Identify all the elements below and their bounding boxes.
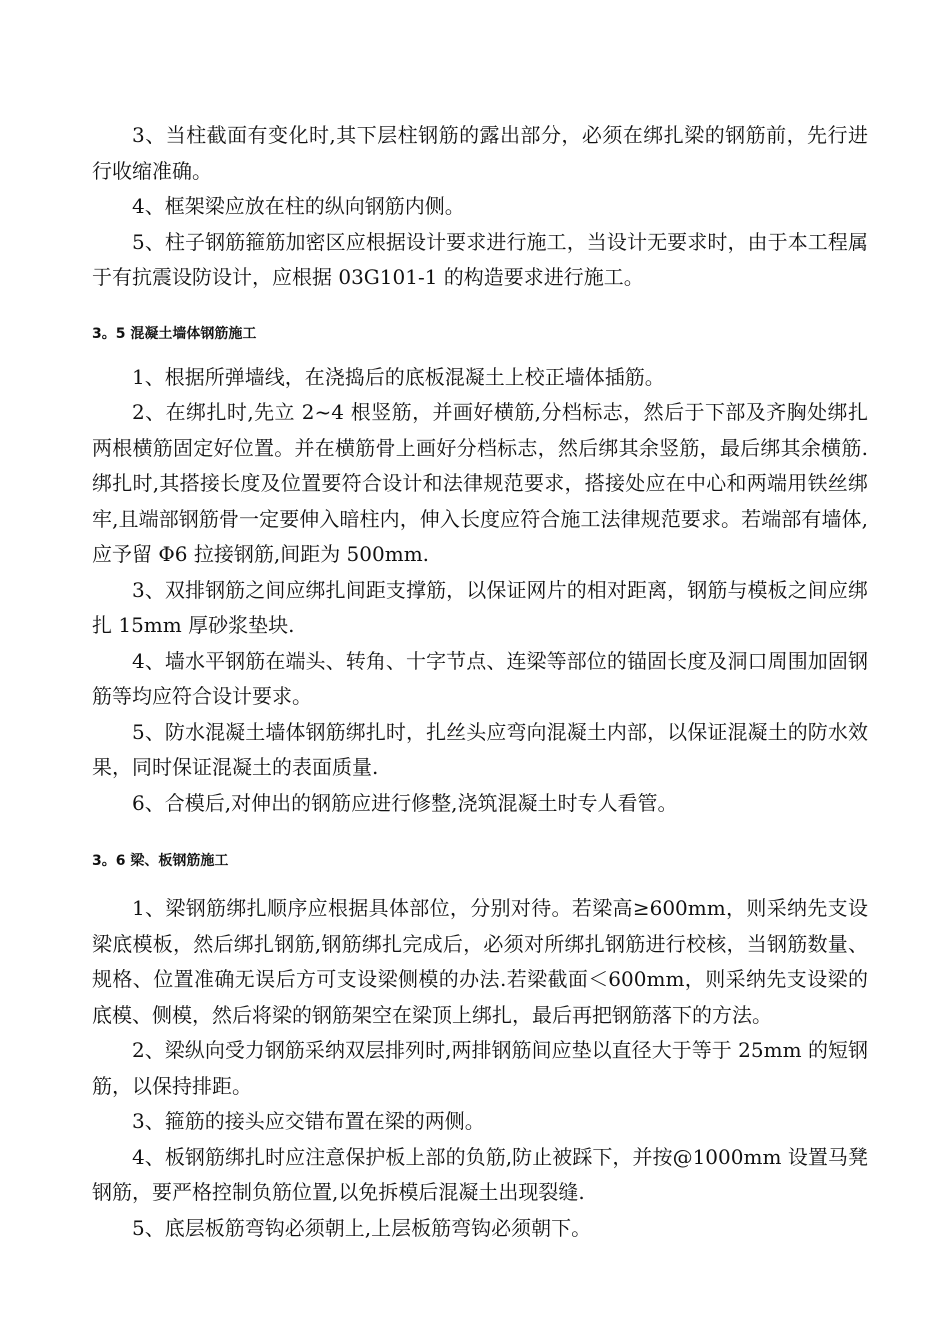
paragraph: 3、当柱截面有变化时,其下层柱钢筋的露出部分，必须在绑扎梁的钢筋前，先行进行收缩准确。 — [92, 123, 868, 183]
paragraph: 1、梁钢筋绑扎顺序应根据具体部位，分别对待。若梁高≥600mm，则采纳先支设梁底模板，然后绑扎钢筋,钢筋绑扎完成后，必须对所绑扎钢筋进行校核，当钢筋数量、规格、位置准确无误后方可支设梁侧模的办法.若梁截面＜600mm，则采纳先支设梁的底模、侧模，然后将梁的钢筋架空在梁顶上绑扎，最后再把钢筋落下的方法。 — [92, 896, 868, 1027]
paragraph: 2、梁纵向受力钢筋采纳双层排列时,两排钢筋间应垫以直径大于等于 25mm 的短钢筋，以保持排距。 — [92, 1038, 868, 1098]
paragraph: 5、防水混凝土墙体钢筋绑扎时，扎丝头应弯向混凝土内部，以保证混凝土的防水效果，同时保证混凝土的表面质量. — [92, 719, 868, 779]
section-heading: 3。5 混凝土墙体钢筋施工 — [92, 325, 257, 342]
paragraph: 3、箍筋的接头应交错布置在梁的两侧。 — [132, 1109, 485, 1133]
paragraph: 5、底层板筋弯钩必须朝上,上层板筋弯钩必须朝下。 — [132, 1215, 592, 1240]
document-body — [92, 118, 868, 1246]
paragraph: 2、在绑扎时,先立 2~4 根竖筋，并画好横筋,分档标志，然后于下部及齐胸处绑扎两根横筋固定好位置。并在横筋骨上画好分档标志，然后绑其余竖筋，最后绑其余横筋.绑扎时,其搭接长度及位置要符合设计和法律规范要求，搭接处应在中心和两端用铁丝绑牢,且端部钢筋骨一定要伸入暗柱内，伸入长度应符合施工法律规范要求。若端部有墙体,应予留 Φ6 拉接钢筋,间距为 500mm. — [92, 400, 868, 566]
paragraph: 6、合模后,对伸出的钢筋应进行修整,浇筑混凝土时专人看管。 — [132, 790, 678, 815]
paragraph: 5、柱子钢筋箍筋加密区应根据设计要求进行施工，当设计无要求时，由于本工程属于有抗震设防设计，应根据 03G101-1 的构造要求进行施工。 — [92, 229, 868, 289]
paragraph: 4、板钢筋绑扎时应注意保护板上部的负筋,防止被踩下，并按@1000mm 设置马凳钢筋，要严格控制负筋位置,以免拆模后混凝土出现裂缝. — [92, 1144, 868, 1204]
paragraph: 3、双排钢筋之间应绑扎间距支撑筋，以保证网片的相对距离，钢筋与模板之间应绑扎 15mm 厚砂浆垫块. — [92, 577, 868, 637]
paragraph: 4、框架梁应放在柱的纵向钢筋内侧。 — [132, 194, 465, 218]
paragraph: 4、墙水平钢筋在端头、转角、十字节点、连梁等部位的锚固长度及洞口周围加固钢筋等均应符合设计要求。 — [92, 648, 868, 708]
section-heading: 3。6 梁、板钢筋施工 — [92, 853, 229, 869]
paragraph: 1、根据所弹墙线，在浇捣后的底板混凝土上校正墙体插筋。 — [132, 364, 665, 389]
